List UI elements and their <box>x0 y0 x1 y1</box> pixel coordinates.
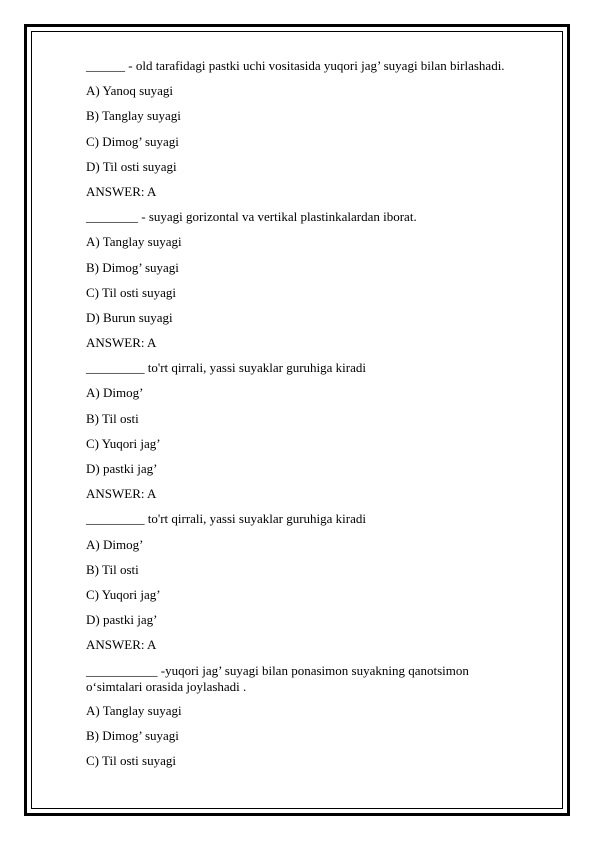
question-5-option-a: A) Tanglay suyagi <box>86 702 182 718</box>
question-4-answer: ANSWER: A <box>86 637 157 653</box>
question-1-option-c: C) Dimog’ suyagi <box>86 133 179 149</box>
question-4-option-a: A) Dimog’ <box>86 536 144 552</box>
question-5-option-c: C) Til osti suyagi <box>86 752 176 768</box>
question-2-text: ________ - suyagi gorizontal va vertikal plastinkalardan iborat. <box>86 209 417 225</box>
question-2-option-c: C) Til osti suyagi <box>86 284 176 300</box>
document-body <box>86 58 546 778</box>
question-3-option-a: A) Dimog’ <box>86 385 144 401</box>
question-4-option-b: B) Til osti <box>86 561 139 577</box>
question-2-answer: ANSWER: A <box>86 335 157 351</box>
question-1-option-a: A) Yanoq suyagi <box>86 83 174 99</box>
question-2-option-b: B) Dimog’ suyagi <box>86 259 179 275</box>
question-3-answer: ANSWER: A <box>86 486 157 502</box>
question-1-text: ______ - old tarafidagi pastki uchi vositasida yuqori jag’ suyagi bilan birlashadi. <box>86 58 505 73</box>
question-1-option-b: B) Tanglay suyagi <box>86 108 181 124</box>
question-4-option-c: C) Yuqori jag’ <box>86 586 161 602</box>
question-3-option-b: B) Til osti <box>86 410 139 426</box>
question-4-option-d: D) pastki jag’ <box>86 612 158 628</box>
question-1-option-d: D) Til osti suyagi <box>86 158 177 174</box>
question-3-text: _________ to'rt qirrali, yassi suyaklar guruhiga kiradi <box>86 360 366 376</box>
question-5-text: ___________ -yuqori jag’ suyagi bilan ponasimon suyakning qanotsimon o‘simtalari orasida joylashadi . <box>86 662 469 694</box>
question-5-option-b: B) Dimog’ suyagi <box>86 727 179 743</box>
question-3-option-d: D) pastki jag’ <box>86 461 158 476</box>
question-2-option-a: A) Tanglay suyagi <box>86 234 182 250</box>
question-1-answer: ANSWER: A <box>86 183 157 199</box>
question-3-option-c: C) Yuqori jag’ <box>86 435 161 451</box>
question-2-option-d: D) Burun suyagi <box>86 309 173 325</box>
question-4-text: _________ to'rt qirrali, yassi suyaklar guruhiga kiradi <box>86 511 366 527</box>
